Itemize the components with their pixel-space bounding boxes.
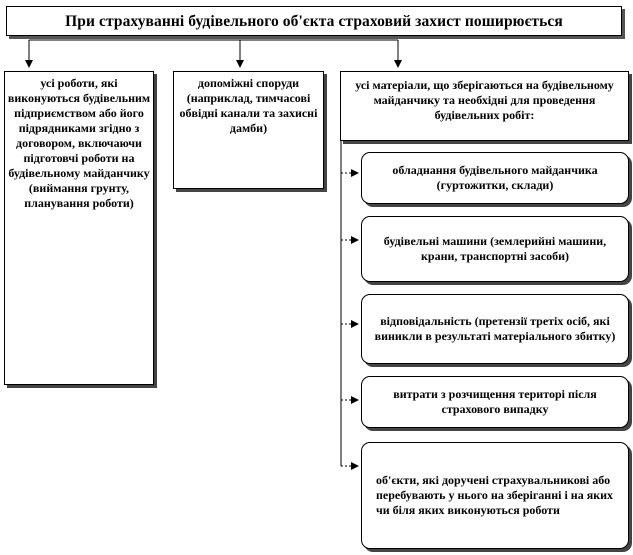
sub-item-entrusted-objects <box>361 442 629 549</box>
column-box-auxiliary-structures <box>173 71 324 189</box>
sub-item-construction-machines <box>361 216 629 282</box>
column-text-materials: усі матеріали, що зберігаються на будівельному майданчику та необхідні для проведення будівельних робіт: <box>355 78 614 122</box>
sub-item-clearing-costs <box>361 376 629 428</box>
sub-item-site-equipment <box>361 152 629 204</box>
sub-item-text: обладнання будівельного майданчика (гуртожитки, склади) <box>392 163 598 192</box>
sub-item-text: об'єкти, які доручені страхувальникові або перебувають у нього на зберіганні і на яких чи біля яких виконуються роботи <box>376 473 614 517</box>
sub-item-text: витрати з розчищення територі після страхового випадку <box>393 387 597 416</box>
column-text-auxiliary-structures: допоміжні споруди (наприклад, тимчасові обвідні канали та захисні дамби) <box>179 76 318 135</box>
column-box-works <box>4 71 154 385</box>
column-text-works: усі роботи, які виконуються будівельним підприємством або його підрядниками згідно з договором, включаючи підготовчі роботи на будівельному майданчику (виймання грунту, планування роботи) <box>7 76 151 210</box>
column-box-materials <box>340 71 629 141</box>
diagram-title-box <box>6 6 622 36</box>
sub-item-liability <box>361 294 629 364</box>
sub-item-text: будівельні машини (землерийні машини, крани, транспортні засоби) <box>383 234 607 263</box>
sub-item-text: відповідальність (претензії третіх осіб, які виникли в результаті матеріального збитку) <box>374 314 616 343</box>
diagram-title: При страхуванні будівельного об'єкта страховий захист поширюється <box>65 12 563 30</box>
